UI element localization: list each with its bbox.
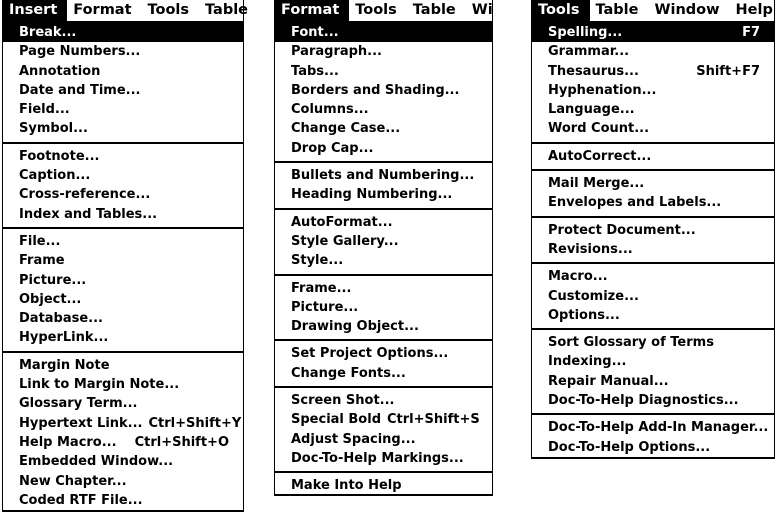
menu-item-embedded-window[interactable]: Embedded Window... — [19, 454, 174, 470]
menu-item-coded-rtf-file[interactable]: Coded RTF File... — [19, 492, 143, 508]
menu-separator — [275, 208, 492, 210]
menu-separator — [532, 328, 774, 330]
menu-item-change-fonts[interactable]: Change Fonts... — [291, 365, 406, 381]
menu-item-language[interactable]: Language... — [548, 102, 635, 118]
menubar-insert[interactable]: Insert — [3, 0, 67, 21]
menu-separator — [532, 216, 774, 218]
menu-item-label: Spelling... — [548, 25, 623, 40]
menu-item-label: Help Macro... — [19, 434, 117, 450]
menu-item-footnote[interactable]: Footnote... — [19, 148, 100, 164]
menubar — [3, 0, 249, 23]
menu-item-special-bold[interactable] — [275, 410, 492, 429]
menubar-tools[interactable]: Tools — [147, 2, 190, 18]
menu-item-index-and-tables[interactable]: Index and Tables... — [19, 206, 158, 222]
menu-item-cross-reference[interactable]: Cross-reference... — [19, 187, 151, 203]
format-menu — [274, 0, 493, 496]
menu-item-doc-to-help-markings[interactable]: Doc-To-Help Markings... — [291, 450, 464, 466]
menu-item-hyphenation[interactable]: Hyphenation... — [548, 82, 657, 98]
menubar-tools[interactable]: Tools — [532, 0, 590, 21]
tools-menu — [531, 0, 775, 459]
menu-item-picture[interactable]: Picture... — [291, 299, 359, 315]
shortcut-label: F7 — [742, 25, 760, 40]
menu-item-link-to-margin-note[interactable]: Link to Margin Note... — [19, 377, 180, 393]
menu-item-label: Hypertext Link... — [19, 415, 143, 431]
menu-item-doc-to-help-options[interactable]: Doc-To-Help Options... — [548, 439, 711, 455]
menu-item-screen-shot[interactable]: Screen Shot... — [291, 393, 395, 409]
menu-item-revisions[interactable]: Revisions... — [548, 241, 633, 257]
menu-item-file[interactable]: File... — [19, 233, 61, 249]
menu-item-borders-and-shading[interactable]: Borders and Shading... — [291, 82, 460, 98]
menu-item-options[interactable]: Options... — [548, 307, 620, 323]
menu-item-columns[interactable]: Columns... — [291, 102, 369, 118]
menu-item-date-and-time[interactable]: Date and Time... — [19, 82, 141, 98]
menu-item-field[interactable]: Field... — [19, 102, 70, 118]
insert-menu — [2, 0, 249, 512]
menubar-format[interactable]: Format — [275, 0, 349, 21]
menu-item-envelopes-and-labels[interactable]: Envelopes and Labels... — [548, 195, 722, 211]
menu-item-grammar[interactable]: Grammar... — [548, 44, 630, 60]
menubar-window[interactable]: Wi — [471, 2, 493, 18]
menu-separator — [532, 413, 774, 415]
shortcut-label: Ctrl+Shift+Y — [148, 415, 242, 431]
menu-item-indexing[interactable]: Indexing... — [548, 354, 627, 370]
menu-item-hypertext-link[interactable] — [3, 414, 243, 433]
menu-item-caption[interactable]: Caption... — [19, 168, 91, 184]
menu-item-macro[interactable]: Macro... — [548, 269, 608, 285]
menu-item-symbol[interactable]: Symbol... — [19, 121, 88, 137]
menu-item-repair-manual[interactable]: Repair Manual... — [548, 373, 669, 389]
menubar-table[interactable]: Table — [595, 2, 639, 18]
menu-item-spelling[interactable] — [532, 23, 774, 42]
menu-item-glossary-term[interactable]: Glossary Term... — [19, 396, 138, 412]
menubar-tools[interactable]: Tools — [355, 2, 397, 18]
menu-separator — [3, 351, 243, 353]
menu-separator — [532, 142, 774, 144]
menu-item-annotation[interactable]: Annotation — [19, 63, 101, 79]
menu-item-frame[interactable]: Frame... — [291, 280, 352, 296]
menu-separator — [3, 142, 243, 144]
menu-item-autocorrect[interactable]: AutoCorrect... — [548, 148, 652, 164]
menu-item-paragraph[interactable]: Paragraph... — [291, 44, 382, 60]
menu-item-mail-merge[interactable]: Mail Merge... — [548, 176, 645, 192]
menu-item-customize[interactable]: Customize... — [548, 288, 639, 304]
menu-item-picture[interactable]: Picture... — [19, 272, 87, 288]
menu-item-help-macro[interactable] — [3, 433, 243, 452]
menu-item-drawing-object[interactable]: Drawing Object... — [291, 319, 419, 335]
menu-item-doc-to-help-add-in-manager[interactable]: Doc-To-Help Add-In Manager... — [548, 420, 769, 436]
menu-separator — [532, 262, 774, 264]
menu-item-page-numbers[interactable]: Page Numbers... — [19, 44, 141, 60]
menu-item-style[interactable]: Style... — [291, 253, 344, 269]
menu-separator — [275, 161, 492, 163]
menu-item-change-case[interactable]: Change Case... — [291, 121, 401, 137]
menu-separator — [275, 386, 492, 388]
menu-separator — [275, 339, 492, 341]
menu-separator — [3, 227, 243, 229]
menu-separator — [275, 274, 492, 276]
shortcut-label: Shift+F7 — [696, 63, 760, 79]
menu-item-autoformat[interactable]: AutoFormat... — [291, 214, 393, 230]
menu-item-bullets-and-numbering[interactable]: Bullets and Numbering... — [291, 168, 475, 184]
menubar-window[interactable]: Window — [654, 2, 720, 18]
menu-item-style-gallery[interactable]: Style Gallery... — [291, 233, 399, 249]
menu-separator — [275, 471, 492, 473]
menu-item-adjust-spacing[interactable]: Adjust Spacing... — [291, 431, 416, 447]
menubar-table[interactable]: Table — [205, 2, 249, 18]
menu-item-hyperlink[interactable]: HyperLink... — [19, 330, 109, 346]
menu-item-thesaurus[interactable] — [532, 62, 774, 81]
menu-item-font[interactable]: Font... — [275, 23, 492, 42]
menubar-help[interactable]: Help — [735, 2, 773, 18]
menu-item-margin-note[interactable]: Margin Note — [19, 357, 110, 373]
menu-item-label: Thesaurus... — [548, 63, 639, 79]
menu-item-protect-document[interactable]: Protect Document... — [548, 222, 696, 238]
shortcut-label: Ctrl+Shift+S — [387, 412, 480, 428]
menu-item-drop-cap[interactable]: Drop Cap... — [291, 140, 374, 156]
menu-item-tabs[interactable]: Tabs... — [291, 63, 339, 79]
menu-item-new-chapter[interactable]: New Chapter... — [19, 473, 127, 489]
menu-item-heading-numbering[interactable]: Heading Numbering... — [291, 187, 453, 203]
menu-item-label: Special Bold — [291, 412, 382, 428]
menu-item-set-project-options[interactable]: Set Project Options... — [291, 346, 449, 362]
menubar — [532, 0, 774, 23]
menubar — [275, 0, 492, 23]
menu-item-word-count[interactable]: Word Count... — [548, 121, 650, 137]
shortcut-label: Ctrl+Shift+O — [134, 434, 229, 450]
menu-item-make-into-help[interactable]: Make Into Help — [291, 478, 402, 494]
menu-item-database[interactable]: Database... — [19, 311, 103, 327]
menubar-table[interactable]: Table — [412, 2, 456, 18]
menu-item-break[interactable]: Break... — [3, 23, 243, 42]
menu-separator — [532, 169, 774, 171]
menu-item-doc-to-help-diagnostics[interactable]: Doc-To-Help Diagnostics... — [548, 393, 739, 409]
menu-item-object[interactable]: Object... — [19, 291, 82, 307]
menu-item-sort-glossary-of-terms[interactable]: Sort Glossary of Terms — [548, 335, 714, 351]
menubar-format[interactable]: Format — [73, 2, 132, 18]
menu-item-frame[interactable]: Frame — [19, 253, 65, 269]
